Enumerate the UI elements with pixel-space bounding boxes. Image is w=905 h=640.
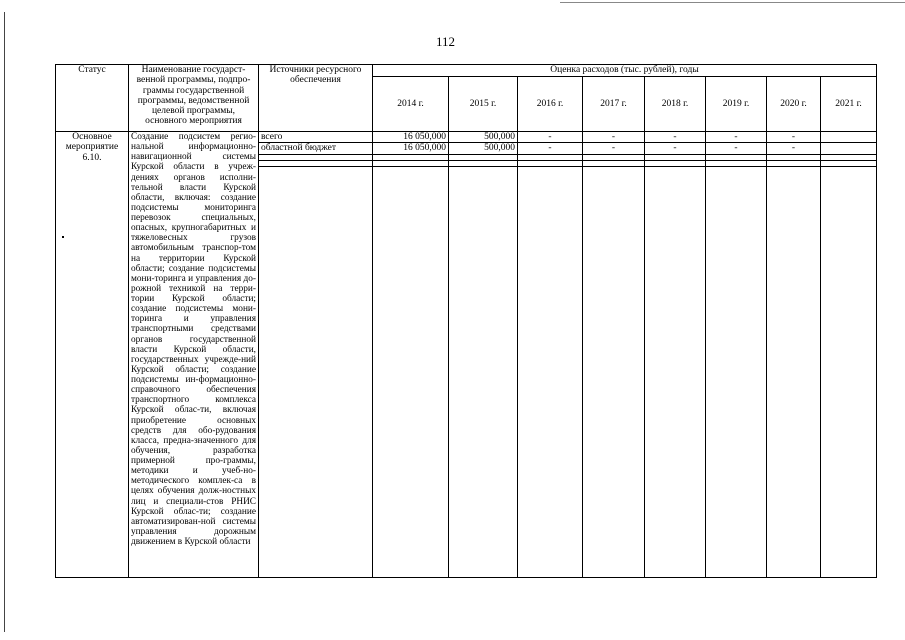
value-cell bbox=[821, 143, 877, 154]
value-cell: - bbox=[767, 143, 821, 154]
value-cell: 500,000 bbox=[449, 132, 518, 143]
header-year: 2021 г. bbox=[821, 77, 877, 132]
budget-table bbox=[55, 64, 877, 578]
source-cell: областной бюджет bbox=[259, 143, 373, 154]
header-name: Наименование государст-венной программы, подпро-граммы государственной программы, ведомственной целевой программы, основного мероприятия bbox=[129, 65, 259, 132]
header-year: 2015 г. bbox=[449, 77, 518, 132]
value-cell: 500,000 bbox=[449, 143, 518, 154]
scan-top-edge bbox=[560, 2, 905, 3]
empty-cell bbox=[373, 166, 449, 577]
value-cell: 16 050,000 bbox=[373, 143, 449, 154]
value-cell: - bbox=[518, 143, 583, 154]
value-cell: - bbox=[767, 132, 821, 143]
empty-cell bbox=[706, 166, 767, 577]
value-cell: - bbox=[518, 132, 583, 143]
empty-cell bbox=[259, 166, 373, 577]
header-sources: Источники ресурсного обеспечения bbox=[259, 65, 373, 132]
page-number: 112 bbox=[436, 34, 456, 49]
table-row bbox=[56, 132, 877, 143]
value-cell: - bbox=[706, 132, 767, 143]
status-cell: Основное мероприятие 6.10. bbox=[56, 132, 129, 578]
header-year: 2018 г. bbox=[645, 77, 706, 132]
header-year: 2016 г. bbox=[518, 77, 583, 132]
value-cell: - bbox=[583, 132, 645, 143]
header-year: 2020 г. bbox=[767, 77, 821, 132]
header-estimate: Оценка расходов (тыс. рублей), годы bbox=[373, 65, 877, 77]
empty-cell bbox=[645, 166, 706, 577]
header-year: 2019 г. bbox=[706, 77, 767, 132]
empty-cell bbox=[583, 166, 645, 577]
empty-cell bbox=[518, 166, 583, 577]
value-cell bbox=[821, 132, 877, 143]
empty-cell bbox=[767, 166, 821, 577]
value-cell: - bbox=[706, 143, 767, 154]
value-cell: 16 050,000 bbox=[373, 132, 449, 143]
empty-cell bbox=[449, 166, 518, 577]
value-cell: - bbox=[645, 143, 706, 154]
value-cell: - bbox=[583, 143, 645, 154]
source-cell: всего bbox=[259, 132, 373, 143]
header-year: 2017 г. bbox=[583, 77, 645, 132]
header-status: Статус bbox=[56, 65, 129, 132]
header-row-1 bbox=[56, 65, 877, 77]
description-cell: Создание подсистем регио-нальной информационно-навигационной системы Курской области в учреж-дениях органов исполни-тельной власти Курской области, включая: создание подсистемы мониторинга перевозок специальных, опасных, крупногабаритных и тяжеловесных грузов автомобильным транспор-том на территории Курской области; создание подсистемы мони-торинга и управления до-рожной техникой на терри-тории Курской области; создание подсистемы мони-торинга и управления транспортными средствами органов государственной власти Курской области, государственных учрежде-ний Курской области; создание подсистемы ин-формационно-справочного обеспечения транспортного комплекса Курской облас-ти, включая приобретение основных средств для обо-рудования класса, предна-значенного для обучения, разработка примерной про-граммы, методики и учеб-но-методического комплек-са в целях обучения долж-ностных лиц и специали-стов РНИС Курской облас-ти; создание автоматизирован-ной системы управления дорожным движением в Курской области bbox=[129, 132, 259, 578]
value-cell: - bbox=[645, 132, 706, 143]
scan-left-edge bbox=[4, 12, 5, 632]
empty-cell bbox=[821, 166, 877, 577]
header-year: 2014 г. bbox=[373, 77, 449, 132]
